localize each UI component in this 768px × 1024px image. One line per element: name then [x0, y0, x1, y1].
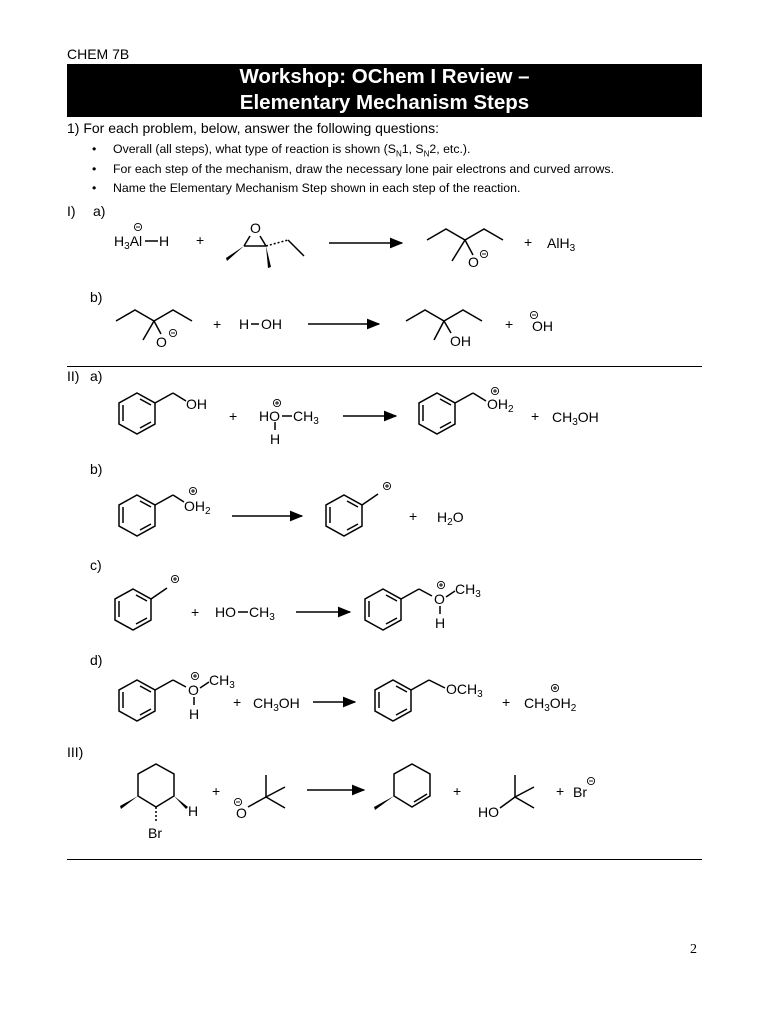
svg-text:OH: OH: [450, 333, 471, 349]
svg-text:+: +: [556, 783, 565, 799]
svg-text:CH3OH: $CH_3OH$: [253, 695, 300, 714]
svg-text:+: +: [191, 604, 200, 620]
svg-text:AlH3: AlH$_3$: [547, 235, 576, 254]
reaction-iii: [120, 764, 595, 841]
part-label-ia: a): [93, 203, 106, 219]
page-number: 2: [690, 942, 697, 957]
section-label-i: I): [67, 203, 76, 219]
svg-text:Br: Br: [573, 784, 587, 800]
part-label-iia: a): [90, 368, 103, 384]
svg-text:HO: HO: [478, 804, 499, 820]
svg-text:+: +: [502, 694, 511, 710]
svg-text:CH3: $CH_3$: [209, 672, 235, 691]
svg-text:OCH3: $OCH_3$: [446, 681, 483, 700]
svg-text:O: O: [468, 254, 479, 270]
svg-text:CH3: $CH_3$: [293, 408, 319, 427]
svg-text:O: O: [156, 334, 167, 350]
svg-text:+: +: [453, 783, 462, 799]
svg-text:CH3: $CH_3$: [249, 604, 275, 623]
reaction-iib: [119, 482, 464, 536]
part-label-iic: c): [90, 557, 102, 573]
bullet-item: • Overall (all steps), what type of reaction is shown ($S_N1$, $S_N2$, etc.).: [92, 140, 614, 160]
svg-text:OH2: $OH_2$: [487, 396, 514, 415]
svg-text:CH3OH2: $CH_3OH_2$: [524, 695, 577, 714]
svg-text:+: +: [213, 316, 222, 332]
svg-text:+: +: [233, 694, 242, 710]
reaction-ib: [116, 310, 553, 350]
svg-text:H: H: [189, 706, 200, 722]
section-label-iii: III): [67, 744, 84, 760]
svg-text:H2O: $H_2O$: [437, 509, 464, 528]
svg-text:+: +: [229, 408, 238, 424]
svg-text:+: +: [505, 316, 514, 332]
reaction-ia: [114, 220, 576, 270]
svg-text:H: H: [188, 803, 199, 819]
title-line-1: Workshop: OChem I Review –: [239, 65, 530, 88]
svg-text:HO: HO: [215, 604, 236, 620]
bullet-item: • Name the Elementary Mechanism Step shown in each step of the reaction.: [92, 179, 614, 199]
reaction-iia: [119, 387, 599, 447]
part-label-iib: b): [90, 461, 103, 477]
svg-text:+: +: [212, 783, 221, 799]
section-label-ii: II): [67, 368, 80, 384]
svg-text:+: +: [531, 408, 540, 424]
course-code: CHEM 7B: [67, 46, 130, 62]
svg-text:Br: Br: [148, 825, 162, 841]
svg-text:OH: OH: [261, 316, 282, 332]
bullet-item: • For each step of the mechanism, draw the necessary lone pair electrons and curved arrows.: [92, 160, 614, 180]
svg-text:CH3OH: $CH_3OH$: [552, 409, 599, 428]
part-label-iid: d): [90, 652, 103, 668]
svg-text:+: +: [196, 232, 205, 248]
reaction-iid: [119, 672, 577, 722]
svg-text:O: O: [250, 220, 261, 236]
svg-text:+: +: [409, 508, 418, 524]
part-label-ib: b): [90, 289, 103, 305]
reaction-iic: [115, 575, 481, 631]
svg-text:OH2: $OH_2$: [184, 498, 211, 517]
instructions-intro: 1) For each problem, below, answer the following questions:: [67, 120, 439, 136]
title-line-2: Elementary Mechanism Steps: [239, 91, 530, 114]
svg-text:CH3: $CH_3$: [455, 581, 481, 600]
svg-text:OH: OH: [532, 318, 553, 334]
svg-text:O: O: [236, 805, 247, 821]
svg-text:HO: HO: [259, 408, 280, 424]
svg-text:H: H: [159, 233, 170, 249]
svg-text:H: H: [270, 431, 281, 447]
svg-text:+: +: [524, 234, 533, 250]
svg-text:H: H: [239, 316, 250, 332]
svg-text:O: O: [434, 591, 445, 607]
svg-text:H3Al: $H_3Al$: [114, 233, 143, 252]
svg-text:H: H: [435, 615, 446, 631]
svg-text:O: O: [188, 682, 199, 698]
svg-text:OH: OH: [186, 396, 207, 412]
